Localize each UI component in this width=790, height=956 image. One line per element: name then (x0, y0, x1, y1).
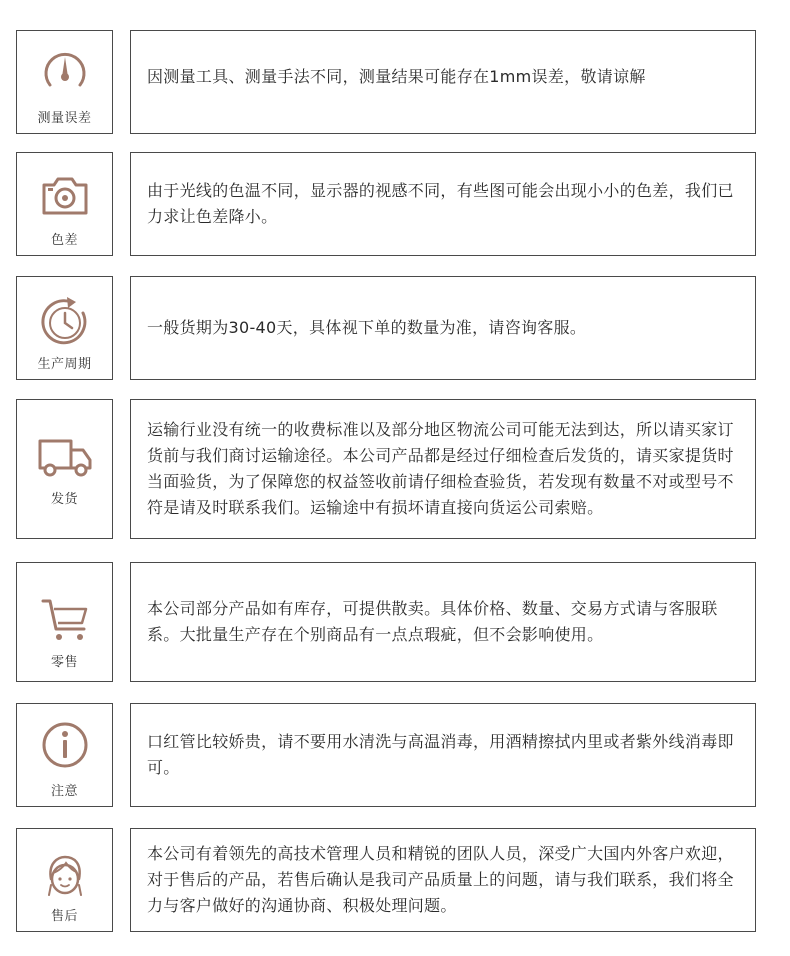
row-label: 售后 (50, 909, 78, 924)
text-box (130, 562, 756, 682)
icon-box (16, 399, 113, 539)
info-row-notice (0, 703, 790, 807)
icon-box (16, 152, 113, 256)
camera-icon (40, 173, 90, 219)
row-text: 因测量工具、测量手法不同，测量结果可能存在1mm误差，敬请谅解 (147, 67, 646, 86)
truck-icon (37, 436, 93, 480)
clock-icon (38, 295, 92, 349)
row-text: 由于光线的色温不同，显示器的视感不同，有些图可能会出现小小的色差，我们已力求让色差降小。 (147, 181, 734, 226)
text-box (130, 703, 756, 807)
info-icon (40, 720, 90, 770)
text-box (130, 399, 756, 539)
row-label: 零售 (50, 655, 78, 670)
gauge-icon (40, 47, 90, 97)
icon-box (16, 562, 113, 682)
text-box (130, 30, 756, 134)
row-label: 测量误差 (37, 111, 92, 126)
info-row-shipping (0, 399, 790, 539)
text-box (130, 828, 756, 932)
row-label: 生产周期 (37, 357, 92, 372)
icon-box (16, 30, 113, 134)
row-text: 本公司有着领先的高技术管理人员和精锐的团队人员，深受广大国内外客户欢迎，对于售后的产品，若售后确认是我司产品质量上的问题，请与我们联系，我们将全力与客户做好的沟通协商、积极处理问题。 (147, 844, 734, 915)
icon-box (16, 828, 113, 932)
icon-box (16, 703, 113, 807)
info-row-retail (0, 562, 790, 682)
cart-icon (40, 597, 90, 643)
info-row-color (0, 152, 790, 256)
row-label: 注意 (50, 784, 78, 799)
text-box (130, 276, 756, 380)
info-row-after-sales (0, 828, 790, 932)
text-box (130, 152, 756, 256)
info-row-measurement (0, 30, 790, 134)
row-text: 本公司部分产品如有库存，可提供散卖。具体价格、数量、交易方式请与客服联系。大批量生产存在个别商品有一点点瑕疵，但不会影响使用。 (147, 599, 718, 644)
row-label: 发货 (50, 492, 78, 507)
info-row-production (0, 276, 790, 380)
row-label: 色差 (50, 233, 78, 248)
row-text: 运输行业没有统一的收费标准以及部分地区物流公司可能无法到达，所以请买家订货前与我们商讨运输途径。本公司产品都是经过仔细检查后发货的，请买家提货时当面验货，为了保障您的权益签收前请仔细检查验货，若发现有数量不对或型号不符是请及时联系我们。运输途中有损坏请直接向货运公司索赔。 (147, 420, 734, 517)
row-text: 口红管比较娇贵，请不要用水清洗与高温消毒，用酒精擦拭内里或者紫外线消毒即可。 (147, 732, 734, 777)
row-text: 一般货期为30-40天，具体视下单的数量为准，请咨询客服。 (147, 318, 587, 337)
support-agent-icon (42, 853, 88, 899)
icon-box (16, 276, 113, 380)
